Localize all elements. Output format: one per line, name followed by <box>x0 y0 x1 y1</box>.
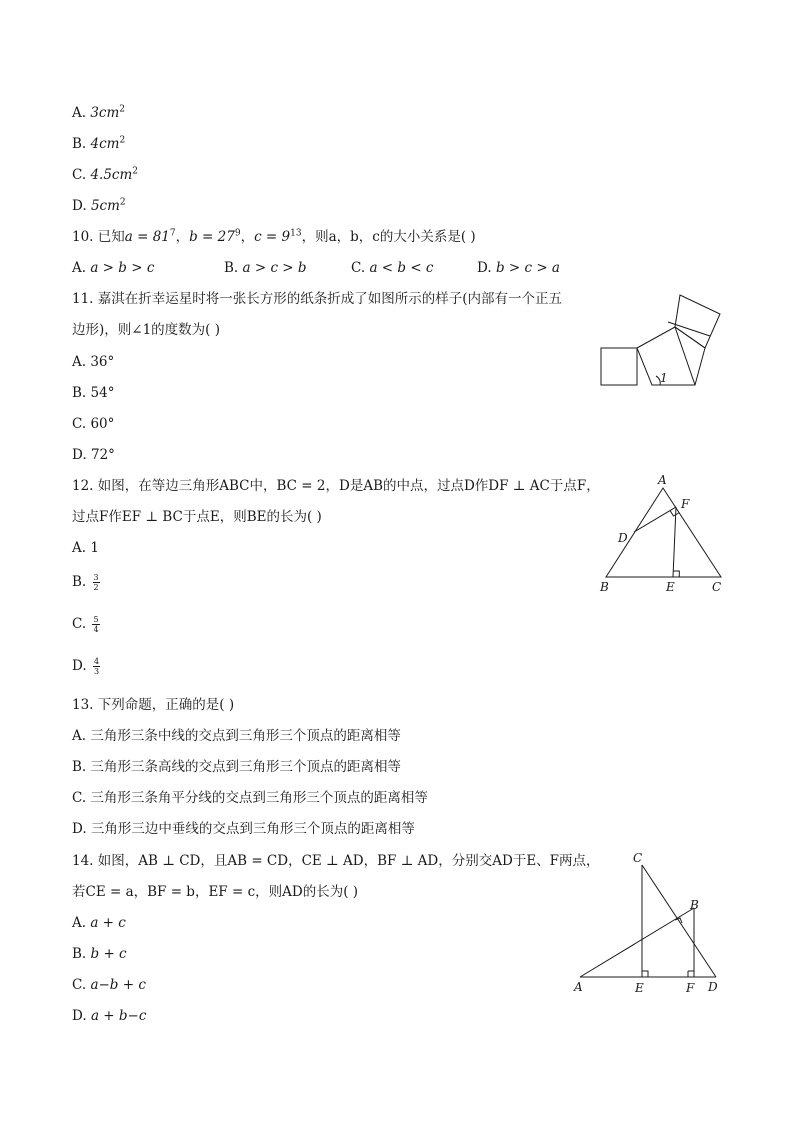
c-sup: 13 <box>290 228 302 239</box>
q10-option-d[interactable] <box>477 259 560 277</box>
q12-stem-line2: 过点F作EF ⊥ BC于点E，则BE的长为( ) <box>72 509 322 525</box>
option-label: B. <box>72 946 87 962</box>
option-value: 3cm <box>90 105 120 121</box>
denominator: 3 <box>93 667 100 676</box>
option-value: 1 <box>90 540 99 556</box>
strip-end-rect <box>601 348 637 385</box>
q11-stem-line2: 边形)，则∠1的度数为( ) <box>72 322 220 338</box>
option-value: a < b < c <box>369 260 434 276</box>
option-value: 三角形三条角平分线的交点到三角形三个顶点的距离相等 <box>90 790 428 806</box>
label-d: D <box>708 980 718 994</box>
q13-option-c[interactable] <box>72 789 428 807</box>
q10-options <box>72 259 560 277</box>
option-label: D. <box>72 821 87 837</box>
label-f: F <box>686 981 695 995</box>
option-sup: 2 <box>119 197 126 208</box>
option-label: C. <box>72 790 87 806</box>
label-b: B <box>690 898 699 912</box>
q9-option-b[interactable] <box>72 135 125 153</box>
option-sup: 2 <box>119 135 126 146</box>
fold-line <box>675 327 695 385</box>
label-c: C <box>712 580 722 594</box>
label-a: A <box>658 473 667 487</box>
option-value: a > c > b <box>242 260 307 276</box>
option-value: b + c <box>90 946 127 962</box>
q12-option-c[interactable] <box>72 615 100 634</box>
q11-stem-line1: 11. 嘉淇在折幸运星时将一张长方形的纸条折成了如图所示的样子(内部有一个正五 <box>72 291 563 307</box>
option-label: A. <box>72 915 87 931</box>
segment-cd <box>642 865 716 977</box>
q11-option-d[interactable] <box>72 446 115 464</box>
option-label: C. <box>351 260 366 276</box>
segment-ab <box>580 908 694 977</box>
option-label: A. <box>72 728 87 744</box>
right-angle-e <box>642 971 648 977</box>
label-e: E <box>635 981 644 995</box>
q14-option-b[interactable] <box>72 945 127 963</box>
option-value: a + b−c <box>90 1008 147 1024</box>
q10-option-c[interactable] <box>351 259 477 277</box>
q10-option-a[interactable] <box>72 259 224 277</box>
fraction <box>93 573 100 592</box>
option-label: B. <box>72 759 87 775</box>
q14-geometry-figure <box>570 845 730 1000</box>
option-value: 三角形三条中线的交点到三角形三个顶点的距离相等 <box>90 728 401 744</box>
sep: ， <box>175 229 190 245</box>
q12-triangle-figure <box>590 470 730 600</box>
right-angle-e <box>673 571 679 577</box>
label-f: F <box>681 497 690 511</box>
numerator: 4 <box>93 657 100 666</box>
q9-option-d[interactable] <box>72 197 126 215</box>
option-value: 36° <box>90 354 115 370</box>
option-value: 4cm <box>90 136 120 152</box>
b-sup: 9 <box>234 228 241 239</box>
q13-option-b[interactable] <box>72 758 401 776</box>
option-value: a + c <box>90 915 126 931</box>
angle-1-label: 1 <box>660 371 668 385</box>
option-label: C. <box>72 616 87 632</box>
upper-strip <box>675 295 720 348</box>
label-a: A <box>574 980 583 994</box>
label-c: C <box>633 851 643 865</box>
stem-suffix: ，则a，b，c的大小关系是( ) <box>301 229 476 245</box>
c-expr: c = 9 <box>254 229 291 245</box>
option-label: D. <box>72 1008 87 1024</box>
segment-ef <box>673 507 676 577</box>
q11-option-b[interactable] <box>72 384 114 402</box>
q10-option-b[interactable] <box>224 259 351 277</box>
q12-option-b[interactable] <box>72 573 100 592</box>
a-sup: 7 <box>169 228 176 239</box>
q14-option-a[interactable] <box>72 914 126 932</box>
option-value: 三角形三条高线的交点到三角形三个顶点的距离相等 <box>90 759 402 775</box>
q11-option-c[interactable] <box>72 415 114 433</box>
option-label: A. <box>72 260 87 276</box>
q13-stem: 13. 下列命题，正确的是( ) <box>72 697 235 713</box>
sep: ， <box>240 229 255 245</box>
option-label: D. <box>72 198 87 214</box>
numerator: 5 <box>93 615 99 624</box>
q11-folded-strip-figure <box>590 290 730 395</box>
fraction <box>93 657 100 676</box>
option-label: C. <box>72 977 87 993</box>
a-expr: a = 81 <box>124 229 170 245</box>
label-b: B <box>600 580 609 594</box>
q14-option-c[interactable] <box>72 976 146 994</box>
option-sup: 2 <box>132 166 139 177</box>
denominator: 2 <box>93 583 99 592</box>
option-label: B. <box>72 385 87 401</box>
option-label: A. <box>72 540 87 556</box>
option-value: 4.5cm <box>90 167 133 183</box>
strip-crease <box>668 322 710 336</box>
numerator: 3 <box>93 573 99 582</box>
option-label: C. <box>72 167 87 183</box>
pentagon <box>637 327 705 385</box>
option-value: 三角形三边中垂线的交点到三角形三个顶点的距离相等 <box>90 821 415 837</box>
option-value: 54° <box>90 385 115 401</box>
option-value: 72° <box>90 447 115 463</box>
q9-option-c[interactable] <box>72 166 138 184</box>
label-d: D <box>618 531 628 545</box>
option-label: D. <box>72 658 87 674</box>
q13-option-d[interactable] <box>72 820 415 838</box>
option-label: B. <box>224 260 239 276</box>
option-label: D. <box>477 260 492 276</box>
stem-prefix: 10. 已知 <box>72 229 125 245</box>
option-label: B. <box>72 136 87 152</box>
q12-stem-line1: 12. 如图，在等边三角形ABC中，BC = 2，D是AB的中点，过点D作DF ⊥ AC于点F， <box>72 478 600 494</box>
q14-stem-line1: 14. 如图，AB ⊥ CD，且AB = CD，CE ⊥ AD，BF ⊥ AD，分别交AD于E、F两点， <box>72 853 600 869</box>
option-value: 60° <box>90 416 115 432</box>
fraction <box>92 615 99 634</box>
option-value: b > c > a <box>495 260 560 276</box>
option-value: 5cm <box>90 198 120 214</box>
label-e: E <box>666 580 675 594</box>
option-label: C. <box>72 416 87 432</box>
option-value: a−b + c <box>90 977 146 993</box>
option-value: a > b > c <box>90 260 155 276</box>
q9-option-a[interactable] <box>72 104 125 122</box>
q14-stem-line2: 若CE = a，BF = b，EF = c，则AD的长为( ) <box>72 884 359 900</box>
option-label: A. <box>72 354 87 370</box>
option-label: A. <box>72 105 87 121</box>
q14-option-d[interactable] <box>72 1007 146 1025</box>
q12-option-a[interactable] <box>72 539 99 557</box>
q13-option-a[interactable] <box>72 727 401 745</box>
b-expr: b = 27 <box>189 229 235 245</box>
q11-option-a[interactable] <box>72 353 114 371</box>
q10-stem <box>72 228 476 246</box>
option-label: B. <box>72 574 87 590</box>
denominator: 4 <box>93 625 99 634</box>
option-label: D. <box>72 447 87 463</box>
q12-option-d[interactable] <box>72 657 100 676</box>
option-sup: 2 <box>119 104 126 115</box>
